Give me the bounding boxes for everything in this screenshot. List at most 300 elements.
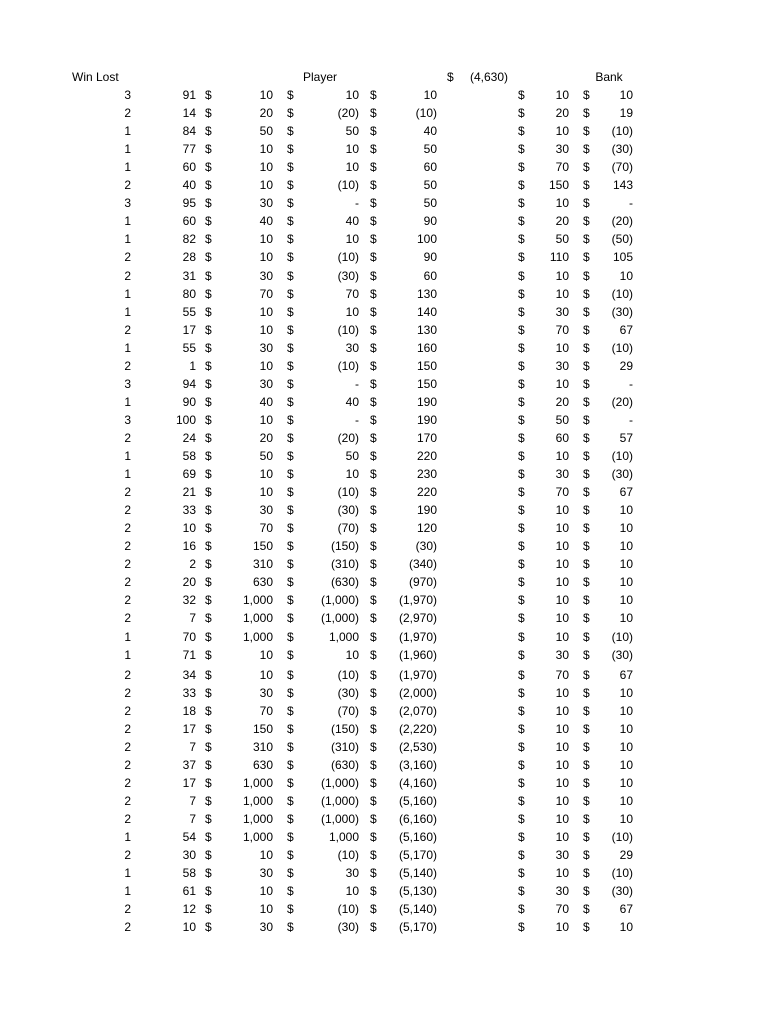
bet-cell: 10	[259, 902, 273, 916]
bank-bet-dollar: $	[518, 776, 525, 790]
bet-dollar: $	[205, 377, 212, 391]
player-result-cell: (10)	[337, 250, 359, 264]
bank-result-cell: (10)	[611, 341, 633, 355]
player-total-cell: 60	[423, 269, 437, 283]
bet-cell: 1,000	[242, 812, 273, 826]
win-lost-cell: 2	[124, 250, 131, 264]
bank-bet-dollar: $	[518, 575, 525, 589]
count-cell: 90	[182, 395, 196, 409]
bank-bet-cell: 150	[548, 178, 569, 192]
player-result-cell: (150)	[330, 722, 359, 736]
header-total-value: (4,630)	[469, 70, 508, 84]
bank-bet-dollar: $	[518, 395, 525, 409]
bet-cell: 10	[259, 142, 273, 156]
player-total-cell: (10)	[415, 106, 437, 120]
player-total-dollar: $	[370, 848, 377, 862]
bank-bet-cell: 10	[555, 704, 569, 718]
player-total-dollar: $	[370, 648, 377, 662]
player-result-cell: (20)	[337, 431, 359, 445]
player-result-cell: 10	[345, 305, 359, 319]
player-total-cell: 130	[416, 323, 437, 337]
count-cell: 33	[182, 503, 196, 517]
bank-result-dollar: $	[583, 794, 590, 808]
player-result-cell: 10	[345, 884, 359, 898]
bank-bet-cell: 10	[555, 866, 569, 880]
player-total-dollar: $	[370, 377, 377, 391]
bank-result-dollar: $	[583, 178, 590, 192]
count-cell: 17	[182, 323, 196, 337]
bank-result-dollar: $	[583, 88, 590, 102]
bank-bet-dollar: $	[518, 758, 525, 772]
bank-bet-cell: 10	[555, 630, 569, 644]
player-total-dollar: $	[370, 359, 377, 373]
player-result-cell: (20)	[337, 106, 359, 120]
bet-dollar: $	[205, 776, 212, 790]
bank-bet-dollar: $	[518, 485, 525, 499]
count-cell: 82	[182, 232, 196, 246]
count-cell: 69	[182, 467, 196, 481]
bet-cell: 10	[259, 88, 273, 102]
bank-result-cell: (30)	[611, 142, 633, 156]
player-result-dollar: $	[287, 287, 294, 301]
bank-result-dollar: $	[583, 830, 590, 844]
bank-bet-cell: 20	[555, 214, 569, 228]
bet-dollar: $	[205, 359, 212, 373]
count-cell: 20	[182, 575, 196, 589]
win-lost-cell: 2	[124, 758, 131, 772]
count-cell: 12	[182, 902, 196, 916]
bank-result-cell: 105	[612, 250, 633, 264]
player-result-dollar: $	[287, 920, 294, 934]
player-total-cell: 220	[416, 485, 437, 499]
player-result-cell: (310)	[330, 740, 359, 754]
bet-dollar: $	[205, 305, 212, 319]
bank-result-dollar: $	[583, 722, 590, 736]
count-cell: 1	[189, 359, 196, 373]
bank-result-dollar: $	[583, 521, 590, 535]
player-total-dollar: $	[370, 287, 377, 301]
bet-dollar: $	[205, 88, 212, 102]
bet-dollar: $	[205, 431, 212, 445]
bank-result-cell: 10	[619, 539, 633, 553]
count-cell: 70	[182, 630, 196, 644]
player-total-dollar: $	[370, 341, 377, 355]
count-cell: 100	[175, 413, 196, 427]
bank-result-dollar: $	[583, 920, 590, 934]
count-cell: 10	[182, 521, 196, 535]
bank-result-cell: 57	[619, 431, 633, 445]
player-result-dollar: $	[287, 503, 294, 517]
player-result-dollar: $	[287, 794, 294, 808]
bank-result-dollar: $	[583, 106, 590, 120]
bank-result-dollar: $	[583, 704, 590, 718]
bet-dollar: $	[205, 178, 212, 192]
count-cell: 55	[182, 305, 196, 319]
player-total-dollar: $	[370, 395, 377, 409]
win-lost-cell: 2	[124, 539, 131, 553]
player-total-dollar: $	[370, 485, 377, 499]
bank-bet-dollar: $	[518, 305, 525, 319]
player-total-cell: 90	[423, 214, 437, 228]
win-lost-cell: 3	[124, 377, 131, 391]
win-lost-cell: 1	[124, 866, 131, 880]
win-lost-cell: 1	[124, 341, 131, 355]
bet-dollar: $	[205, 884, 212, 898]
bank-result-cell: 29	[619, 359, 633, 373]
bank-bet-cell: 10	[555, 287, 569, 301]
bank-bet-dollar: $	[518, 686, 525, 700]
count-cell: 10	[182, 920, 196, 934]
player-result-dollar: $	[287, 758, 294, 772]
win-lost-cell: 2	[124, 776, 131, 790]
player-result-cell: (10)	[337, 902, 359, 916]
bank-result-cell: 10	[619, 88, 633, 102]
bet-cell: 30	[259, 503, 273, 517]
bank-result-dollar: $	[583, 648, 590, 662]
bank-bet-dollar: $	[518, 866, 525, 880]
player-result-cell: (30)	[337, 686, 359, 700]
bank-bet-dollar: $	[518, 160, 525, 174]
win-lost-cell: 3	[124, 196, 131, 210]
player-result-dollar: $	[287, 178, 294, 192]
bank-result-dollar: $	[583, 449, 590, 463]
bet-cell: 1,000	[242, 830, 273, 844]
player-total-dollar: $	[370, 686, 377, 700]
win-lost-cell: 1	[124, 467, 131, 481]
player-total-cell: (4,160)	[398, 776, 437, 790]
win-lost-cell: 1	[124, 305, 131, 319]
win-lost-cell: 2	[124, 704, 131, 718]
player-total-dollar: $	[370, 722, 377, 736]
count-cell: 60	[182, 160, 196, 174]
bet-dollar: $	[205, 323, 212, 337]
player-total-cell: 100	[416, 232, 437, 246]
bet-dollar: $	[205, 575, 212, 589]
bet-cell: 10	[259, 160, 273, 174]
bank-result-cell: 10	[619, 794, 633, 808]
player-result-cell: (1,000)	[320, 794, 359, 808]
bank-result-dollar: $	[583, 196, 590, 210]
bet-cell: 310	[252, 557, 273, 571]
player-result-cell: 10	[345, 232, 359, 246]
bank-bet-dollar: $	[518, 88, 525, 102]
bank-result-cell: (10)	[611, 287, 633, 301]
bet-cell: 1,000	[242, 611, 273, 625]
player-total-cell: 170	[416, 431, 437, 445]
bank-result-dollar: $	[583, 575, 590, 589]
player-result-cell: (310)	[330, 557, 359, 571]
player-total-dollar: $	[370, 178, 377, 192]
bank-result-cell: 10	[619, 269, 633, 283]
bet-dollar: $	[205, 250, 212, 264]
player-result-dollar: $	[287, 196, 294, 210]
player-result-dollar: $	[287, 142, 294, 156]
player-result-dollar: $	[287, 323, 294, 337]
player-result-cell: -	[355, 377, 359, 391]
player-total-dollar: $	[370, 323, 377, 337]
count-cell: 2	[189, 557, 196, 571]
bet-cell: 30	[259, 686, 273, 700]
bank-bet-cell: 10	[555, 920, 569, 934]
bet-cell: 70	[259, 287, 273, 301]
player-total-cell: (2,220)	[398, 722, 437, 736]
player-result-cell: (1,000)	[320, 611, 359, 625]
bank-bet-cell: 20	[555, 395, 569, 409]
bank-result-cell: 67	[619, 485, 633, 499]
player-total-cell: 130	[416, 287, 437, 301]
bank-bet-dollar: $	[518, 704, 525, 718]
header-total-dollar: $	[447, 70, 454, 84]
player-result-cell: (30)	[337, 269, 359, 283]
win-lost-cell: 2	[124, 269, 131, 283]
player-result-dollar: $	[287, 341, 294, 355]
bank-result-cell: (10)	[611, 866, 633, 880]
bank-result-dollar: $	[583, 611, 590, 625]
bank-result-cell: 67	[619, 902, 633, 916]
bet-dollar: $	[205, 341, 212, 355]
bank-result-cell: (30)	[611, 648, 633, 662]
bank-result-cell: 10	[619, 812, 633, 826]
bet-dollar: $	[205, 467, 212, 481]
player-total-cell: 190	[416, 413, 437, 427]
win-lost-cell: 2	[124, 575, 131, 589]
bank-result-dollar: $	[583, 866, 590, 880]
bet-dollar: $	[205, 902, 212, 916]
bank-bet-dollar: $	[518, 431, 525, 445]
player-result-dollar: $	[287, 467, 294, 481]
bank-bet-dollar: $	[518, 630, 525, 644]
count-cell: 33	[182, 686, 196, 700]
bet-dollar: $	[205, 124, 212, 138]
player-result-cell: 50	[345, 449, 359, 463]
bank-bet-dollar: $	[518, 341, 525, 355]
count-cell: 24	[182, 431, 196, 445]
win-lost-cell: 1	[124, 160, 131, 174]
win-lost-cell: 2	[124, 902, 131, 916]
player-result-dollar: $	[287, 830, 294, 844]
bet-dollar: $	[205, 196, 212, 210]
bet-dollar: $	[205, 794, 212, 808]
bank-bet-cell: 10	[555, 449, 569, 463]
win-lost-cell: 1	[124, 449, 131, 463]
bank-result-dollar: $	[583, 287, 590, 301]
player-result-cell: (630)	[330, 575, 359, 589]
bank-result-cell: 10	[619, 557, 633, 571]
bank-result-dollar: $	[583, 124, 590, 138]
bank-bet-cell: 10	[555, 776, 569, 790]
win-lost-cell: 1	[124, 124, 131, 138]
bet-dollar: $	[205, 395, 212, 409]
player-result-cell: 1,000	[328, 630, 359, 644]
bet-cell: 70	[259, 521, 273, 535]
player-total-cell: 150	[416, 377, 437, 391]
bank-bet-dollar: $	[518, 124, 525, 138]
bet-cell: 1,000	[242, 776, 273, 790]
player-total-dollar: $	[370, 88, 377, 102]
bank-result-dollar: $	[583, 323, 590, 337]
bank-bet-cell: 10	[555, 812, 569, 826]
player-result-cell: 30	[345, 866, 359, 880]
player-result-cell: 10	[345, 88, 359, 102]
bet-cell: 30	[259, 377, 273, 391]
win-lost-cell: 2	[124, 593, 131, 607]
bet-cell: 150	[252, 539, 273, 553]
player-result-cell: (70)	[337, 704, 359, 718]
player-total-dollar: $	[370, 539, 377, 553]
player-total-dollar: $	[370, 593, 377, 607]
player-result-dollar: $	[287, 704, 294, 718]
bet-cell: 10	[259, 848, 273, 862]
bet-dollar: $	[205, 106, 212, 120]
bet-dollar: $	[205, 848, 212, 862]
bank-result-dollar: $	[583, 503, 590, 517]
count-cell: 91	[182, 88, 196, 102]
bank-bet-cell: 50	[555, 413, 569, 427]
player-total-dollar: $	[370, 124, 377, 138]
bank-bet-cell: 10	[555, 740, 569, 754]
bank-bet-dollar: $	[518, 106, 525, 120]
count-cell: 58	[182, 866, 196, 880]
win-lost-cell: 2	[124, 521, 131, 535]
player-result-dollar: $	[287, 611, 294, 625]
bank-bet-cell: 10	[555, 758, 569, 772]
count-cell: 77	[182, 142, 196, 156]
win-lost-cell: 2	[124, 848, 131, 862]
win-lost-cell: 3	[124, 88, 131, 102]
count-cell: 18	[182, 704, 196, 718]
bank-result-cell: 67	[619, 323, 633, 337]
player-result-dollar: $	[287, 866, 294, 880]
bank-result-dollar: $	[583, 593, 590, 607]
bank-result-cell: 10	[619, 704, 633, 718]
bank-bet-dollar: $	[518, 503, 525, 517]
count-cell: 7	[189, 740, 196, 754]
bank-bet-dollar: $	[518, 287, 525, 301]
win-lost-cell: 2	[124, 812, 131, 826]
count-cell: 71	[182, 648, 196, 662]
count-cell: 37	[182, 758, 196, 772]
player-total-cell: (2,070)	[398, 704, 437, 718]
player-total-dollar: $	[370, 503, 377, 517]
count-cell: 21	[182, 485, 196, 499]
player-total-cell: (1,970)	[398, 593, 437, 607]
player-result-dollar: $	[287, 593, 294, 607]
bet-dollar: $	[205, 269, 212, 283]
player-total-cell: 160	[416, 341, 437, 355]
bank-bet-dollar: $	[518, 449, 525, 463]
player-total-dollar: $	[370, 467, 377, 481]
win-lost-cell: 1	[124, 648, 131, 662]
player-result-cell: (10)	[337, 668, 359, 682]
bet-cell: 30	[259, 196, 273, 210]
player-total-dollar: $	[370, 106, 377, 120]
bank-result-cell: (50)	[611, 232, 633, 246]
bank-bet-cell: 30	[555, 359, 569, 373]
bank-result-cell: 29	[619, 848, 633, 862]
win-lost-cell: 2	[124, 503, 131, 517]
bank-bet-dollar: $	[518, 848, 525, 862]
win-lost-cell: 2	[124, 794, 131, 808]
player-total-cell: (30)	[415, 539, 437, 553]
player-result-cell: 10	[345, 160, 359, 174]
player-total-dollar: $	[370, 160, 377, 174]
bet-cell: 10	[259, 250, 273, 264]
player-total-dollar: $	[370, 557, 377, 571]
player-total-cell: (5,140)	[398, 866, 437, 880]
player-total-cell: (5,160)	[398, 794, 437, 808]
bank-bet-cell: 10	[555, 521, 569, 535]
header-win-lost: Win Lost	[72, 70, 119, 84]
bank-result-dollar: $	[583, 359, 590, 373]
count-cell: 55	[182, 341, 196, 355]
win-lost-cell: 2	[124, 106, 131, 120]
win-lost-cell: 2	[124, 359, 131, 373]
player-result-dollar: $	[287, 902, 294, 916]
player-total-dollar: $	[370, 521, 377, 535]
player-result-dollar: $	[287, 740, 294, 754]
bet-dollar: $	[205, 232, 212, 246]
bank-bet-cell: 30	[555, 648, 569, 662]
bet-cell: 1,000	[242, 593, 273, 607]
bank-bet-dollar: $	[518, 467, 525, 481]
bank-bet-cell: 10	[555, 794, 569, 808]
bet-dollar: $	[205, 449, 212, 463]
player-total-dollar: $	[370, 630, 377, 644]
player-total-cell: (340)	[408, 557, 437, 571]
player-result-dollar: $	[287, 124, 294, 138]
bank-bet-cell: 70	[555, 668, 569, 682]
bank-result-cell: (70)	[611, 160, 633, 174]
bank-bet-dollar: $	[518, 214, 525, 228]
win-lost-cell: 2	[124, 920, 131, 934]
bet-cell: 30	[259, 269, 273, 283]
bet-dollar: $	[205, 812, 212, 826]
bank-bet-cell: 10	[555, 557, 569, 571]
bet-dollar: $	[205, 142, 212, 156]
player-result-dollar: $	[287, 160, 294, 174]
bank-result-cell: (20)	[611, 395, 633, 409]
player-total-cell: (5,130)	[398, 884, 437, 898]
bank-result-dollar: $	[583, 214, 590, 228]
player-total-cell: 150	[416, 359, 437, 373]
bet-cell: 10	[259, 884, 273, 898]
bank-bet-dollar: $	[518, 611, 525, 625]
bet-dollar: $	[205, 704, 212, 718]
bet-cell: 10	[259, 359, 273, 373]
bank-result-dollar: $	[583, 305, 590, 319]
bet-dollar: $	[205, 485, 212, 499]
bank-result-cell: 10	[619, 521, 633, 535]
player-total-dollar: $	[370, 866, 377, 880]
bank-bet-cell: 70	[555, 485, 569, 499]
count-cell: 60	[182, 214, 196, 228]
bank-bet-cell: 10	[555, 830, 569, 844]
bank-bet-cell: 30	[555, 884, 569, 898]
bank-result-cell: 10	[619, 758, 633, 772]
bet-cell: 630	[252, 575, 273, 589]
win-lost-cell: 1	[124, 214, 131, 228]
bet-dollar: $	[205, 413, 212, 427]
bet-cell: 30	[259, 341, 273, 355]
bet-dollar: $	[205, 539, 212, 553]
bank-bet-dollar: $	[518, 668, 525, 682]
player-total-cell: (1,960)	[398, 648, 437, 662]
player-total-dollar: $	[370, 611, 377, 625]
win-lost-cell: 1	[124, 232, 131, 246]
bank-result-cell: (20)	[611, 214, 633, 228]
player-total-dollar: $	[370, 884, 377, 898]
bank-bet-dollar: $	[518, 812, 525, 826]
